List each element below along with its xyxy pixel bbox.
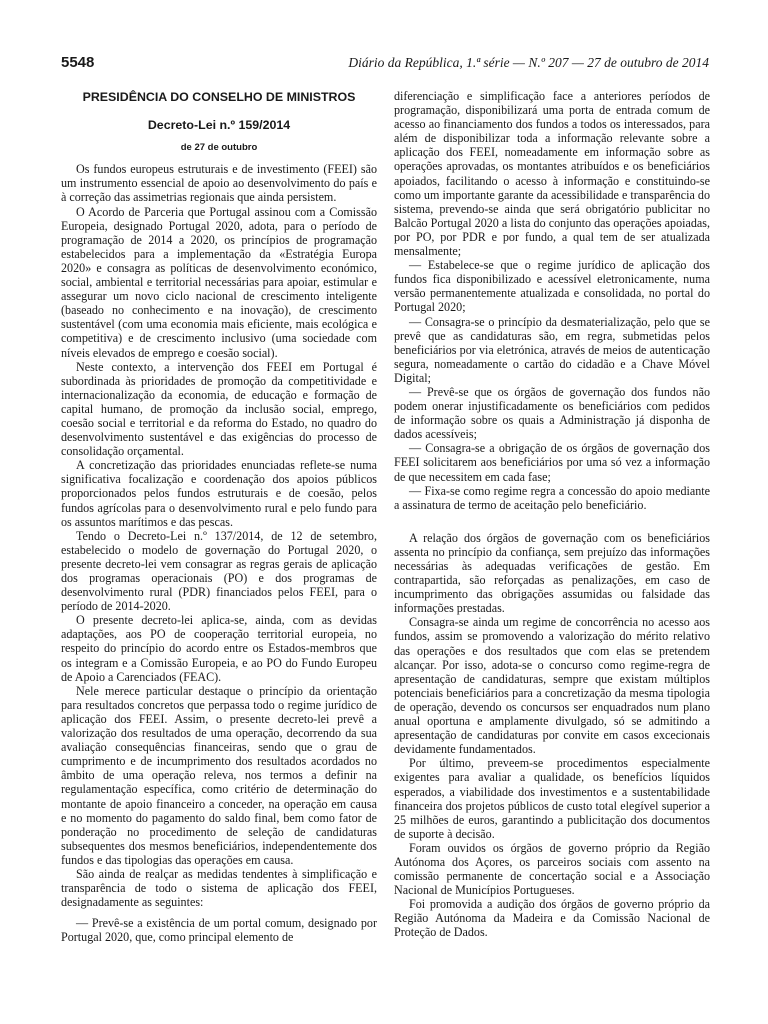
decree-title: Decreto-Lei n.º 159/2014 xyxy=(147,118,291,133)
paragraph-continued: diferenciação e simplificação face a anteriores períodos de programação, disponibilizará uma porta de entrada comum de acesso ao financiamento dos fundos a todos os interessados, para além de disponibilizar toda a informação relevante sobre a aplicação dos FEEI, nomeadamente em informação sobre as operações aprovadas, os montantes atribuídos e os beneficiários apoiados, facilitando o acesso à informação e constituindo-se como um importante garante da acessibilidade e transparência do sistema, prevendo-se ainda que será obrigatório publicitar no Balcão Portugal 2020 a lista do conjunto das operações apoiadas, por PO, por PDR e por fundo, a qual tem de ser atualizada mensalmente; xyxy=(394,89,710,259)
paragraph: Consagra-se ainda um regime de concorrência no acesso aos fundos, assim se promovendo a valorização do mérito relativo das operações e dos resultados que com elas se pretendem alcançar. Por isso, adota-se o concurso como regime-regra de apresentação de candidaturas, sempre que existam múltiplos potenciais beneficiários para a concretização da mesma tipologia de operação, devendo os concursos ser enquadrados num plano anual oportuna e amplamente divulgado, só se admitindo a apresentação de candidaturas por convite em casos excecionais devidamente fundamentados. xyxy=(394,615,710,757)
paragraph: A relação dos órgãos de governação com os beneficiários assenta no princípio da confiança, sem prejuízo das informações necessárias às adequadas verificações de gestão. Em contrapartida, são reforçadas as penalizações, em caso de incumprimento das obrigações assumidas ou falsidade das informações prestadas. xyxy=(394,530,710,616)
paragraph: Neste contexto, a intervenção dos FEEI em Portugal é subordinada às prioridades de promoção da competitividade e internacionalização da economia, de educação e formação de capital humano, de promoção da inclusão social, emprego, coesão social e territorial e da reforma do Estado, no quadro do desenvolvimento sustentável e das exigências do processo de consolidação orçamental. xyxy=(61,359,377,459)
ministry-heading: PRESIDÊNCIA DO CONSELHO DE MINISTROS xyxy=(82,90,356,104)
paragraph: Tendo o Decreto-Lei n.º 137/2014, de 12 de setembro, estabelecido o modelo de governação do Portugal 2020, o presente decreto-lei vem consagrar as regras gerais de aplicação dos programas operacionais (PO) e dos programas de desenvolvimento rural (PDR) financiados pelos FEEI, para o período de 2014-2020. xyxy=(61,528,377,614)
paragraph: Foram ouvidos os órgãos de governo próprio da Região Autónoma dos Açores, os parceiros sociais com assento na comissão permanente de concertação social e a Associação Nacional de Municípios Portugueses. xyxy=(394,840,710,898)
page-number: 5548 xyxy=(61,54,95,71)
paragraph: A concretização das prioridades enunciadas reflete-se numa significativa focalização e coordenação dos apoios públicos proporcionados pelos fundos estruturais e de coesão, pelos fundos agrícolas para o desenvolvimento rural e pelo fundo para os assuntos marítimos e das pescas. xyxy=(61,458,377,529)
paragraph: O presente decreto-lei aplica-se, ainda, com as devidas adaptações, aos PO de cooperação territorial europeia, no respeito do princípio do acordo entre os Estados-membros que os integram e a Comissão Europeia, e ao PO do Fundo Europeu de Apoio a Carenciados (FEAC). xyxy=(61,613,377,684)
paragraph: São ainda de realçar as medidas tendentes à simplificação e transparência de todo o sistema de aplicação dos FEEI, designadamente as seguintes: xyxy=(61,866,377,910)
paragraph: O Acordo de Parceria que Portugal assinou com a Comissão Europeia, designado Portugal 2020, adota, para o período de programação de 2014 a 2020, os princípios de programação estabelecidos para a implementação da «Estratégia Europa 2020» e consagra as políticas de desenvolvimento económico, social, ambiental e territorial necessárias para apoiar, estimular e assegurar um novo ciclo nacional de crescimento inteligente (baseado no conhecimento e na inovação), de crescimento sustentável (com uma economia mais eficiente, mais ecológica e competitiva) e de crescimento inclusivo (uma sociedade com níveis elevados de emprego e coesão social). xyxy=(61,204,377,360)
list-item: — Consagra-se a obrigação de os órgãos de governação dos FEEI solicitarem aos beneficiários por uma só vez a informação de que necessitem em cada fase; xyxy=(394,441,710,484)
left-column xyxy=(61,88,377,944)
list-item: — Estabelece-se que o regime jurídico de aplicação dos fundos fica disponibilizado e acessível eletronicamente, numa versão permanentemente atualizada e consolidada, no portal do Portugal 2020; xyxy=(394,258,710,315)
page-header xyxy=(61,54,709,74)
right-column xyxy=(394,89,710,940)
paragraph: Foi promovida a audição dos órgãos de governo próprio da Região Autónoma da Madeira e da Comissão Nacional de Proteção de Dados. xyxy=(394,897,710,940)
paragraph: Os fundos europeus estruturais e de investimento (FEEI) são um instrumento essencial de apoio ao desenvolvimento do país e à correção das assimetrias regionais que ainda persistem. xyxy=(61,162,377,205)
decree-date: de 27 de outubro xyxy=(180,142,258,154)
list-item: — Prevê-se que os órgãos de governação dos fundos não podem onerar injustificadamente os beneficiários com pedidos de informação sobre os quais a Administração já disponha de dados acessíveis; xyxy=(394,384,710,442)
paragraph: Por último, preveem-se procedimentos especialmente exigentes para avaliar a qualidade, os benefícios líquidos esperados, a viabilidade dos investimentos e a sustentabilidade financeira dos projetos públicos de custo total elegível superior a 25 milhões de euros, garantindo a publicitação dos documentos de suporte à decisão. xyxy=(394,756,710,841)
list-item: — Fixa-se como regime regra a concessão do apoio mediante a assinatura de termo de aceitação pelo beneficiário. xyxy=(394,483,710,512)
list-item: — Consagra-se o princípio da desmaterialização, pelo que se prevê que as candidaturas são, em regra, submetidas pelos beneficiários por via eletrónica, através de meios de autenticação segura, nomeadamente o cartão do cidadão e a Chave Móvel Digital; xyxy=(394,314,710,385)
spacer xyxy=(394,512,710,531)
spacer xyxy=(61,909,377,916)
paragraph: Nele merece particular destaque o princípio da orientação para resultados concretos que perpassa todo o regime jurídico de aplicação dos FEEI. Assim, o presente decreto-lei prevê a valorização dos resultados de uma operação, decorrendo da sua avaliação consequências financeiras, sendo que o grau de cumprimento e de incumprimento dos resultados acordados no âmbito de uma operação releva, nos termos a definir na regulamentação específica, como critério de determinação do montante de apoio financeiro a conceder, na operação em causa e no momento do pagamento do saldo final, bem como fator de ponderação no procedimento de seleção de candidaturas subsequentes dos mesmos beneficiários, independentemente dos fundos e das tipologias das operações em causa. xyxy=(61,683,377,867)
list-item: — Prevê-se a existência de um portal comum, designado por Portugal 2020, que, como principal elemento de xyxy=(61,916,377,945)
journal-running-title: Diário da República, 1.ª série — N.º 207 — 27 de outubro de 2014 xyxy=(348,55,709,70)
